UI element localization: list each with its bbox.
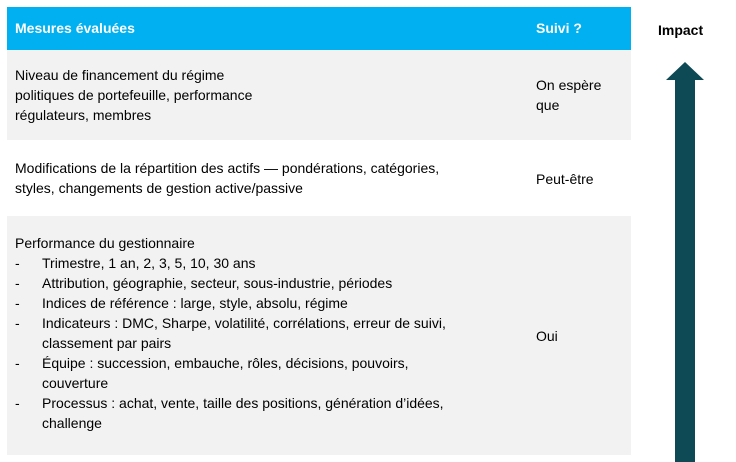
table-row xyxy=(7,216,631,455)
tracking-line: On espère xyxy=(536,77,602,93)
list-item xyxy=(15,273,446,293)
bullet-continuation: classement par pairs xyxy=(42,335,172,351)
measure-line: Modifications de la répartition des actifs — pondérations, catégories, xyxy=(15,160,440,176)
measure-line: Niveau de financement du régime xyxy=(15,67,225,83)
measure-title: Performance du gestionnaire xyxy=(15,235,195,251)
header-measures: Mesures évaluées xyxy=(15,20,135,36)
bullet-text: Processus : achat, vente, taille des positions, génération d’idées, xyxy=(42,395,444,411)
bullet-text: Trimestre, 1 an, 2, 3, 5, 10, 30 ans xyxy=(42,255,256,271)
tracking-cell xyxy=(536,169,594,189)
bullet-dash: - xyxy=(15,275,20,291)
bullet-text: Équipe : succession, embauche, rôles, décisions, pouvoirs, xyxy=(42,355,409,371)
table-row xyxy=(7,50,631,140)
impact-arrow-icon xyxy=(664,62,706,462)
measure-cell xyxy=(15,65,252,125)
list-item xyxy=(15,393,446,413)
measure-line: styles, changements de gestion active/passive xyxy=(15,180,303,196)
bullet-dash: - xyxy=(15,355,20,371)
measure-line: régulateurs, membres xyxy=(15,107,152,123)
bullet-text: Indices de référence : large, style, absolu, régime xyxy=(42,295,348,311)
bullet-text: Attribution, géographie, secteur, sous-industrie, périodes xyxy=(42,275,393,291)
impact-arrow-shape xyxy=(666,62,704,462)
impact-label: Impact xyxy=(658,22,704,38)
tracking-cell xyxy=(536,75,601,115)
table-row xyxy=(7,140,631,216)
measure-cell xyxy=(15,233,446,433)
list-item xyxy=(15,313,446,333)
header-tracking: Suivi ? xyxy=(536,20,582,36)
tracking-line: Oui xyxy=(536,328,558,344)
list-item xyxy=(15,293,446,313)
bullet-dash: - xyxy=(15,395,20,411)
bullet-continuation: couverture xyxy=(42,375,109,391)
bullet-dash: - xyxy=(15,315,20,331)
measure-line: politiques de portefeuille, performance xyxy=(15,87,253,103)
tracking-line: que xyxy=(536,97,560,113)
measure-cell xyxy=(15,158,439,198)
bullet-dash: - xyxy=(15,295,20,311)
list-item xyxy=(15,253,446,273)
bullet-dash: - xyxy=(15,255,20,271)
tracking-line: Peut-être xyxy=(536,171,594,187)
table-header xyxy=(7,7,631,50)
tracking-cell xyxy=(536,326,558,346)
measures-table xyxy=(7,7,631,455)
bullet-text: Indicateurs : DMC, Sharpe, volatilité, corrélations, erreur de suivi, xyxy=(42,315,446,331)
list-item xyxy=(15,353,446,373)
bullet-continuation: challenge xyxy=(42,415,102,431)
